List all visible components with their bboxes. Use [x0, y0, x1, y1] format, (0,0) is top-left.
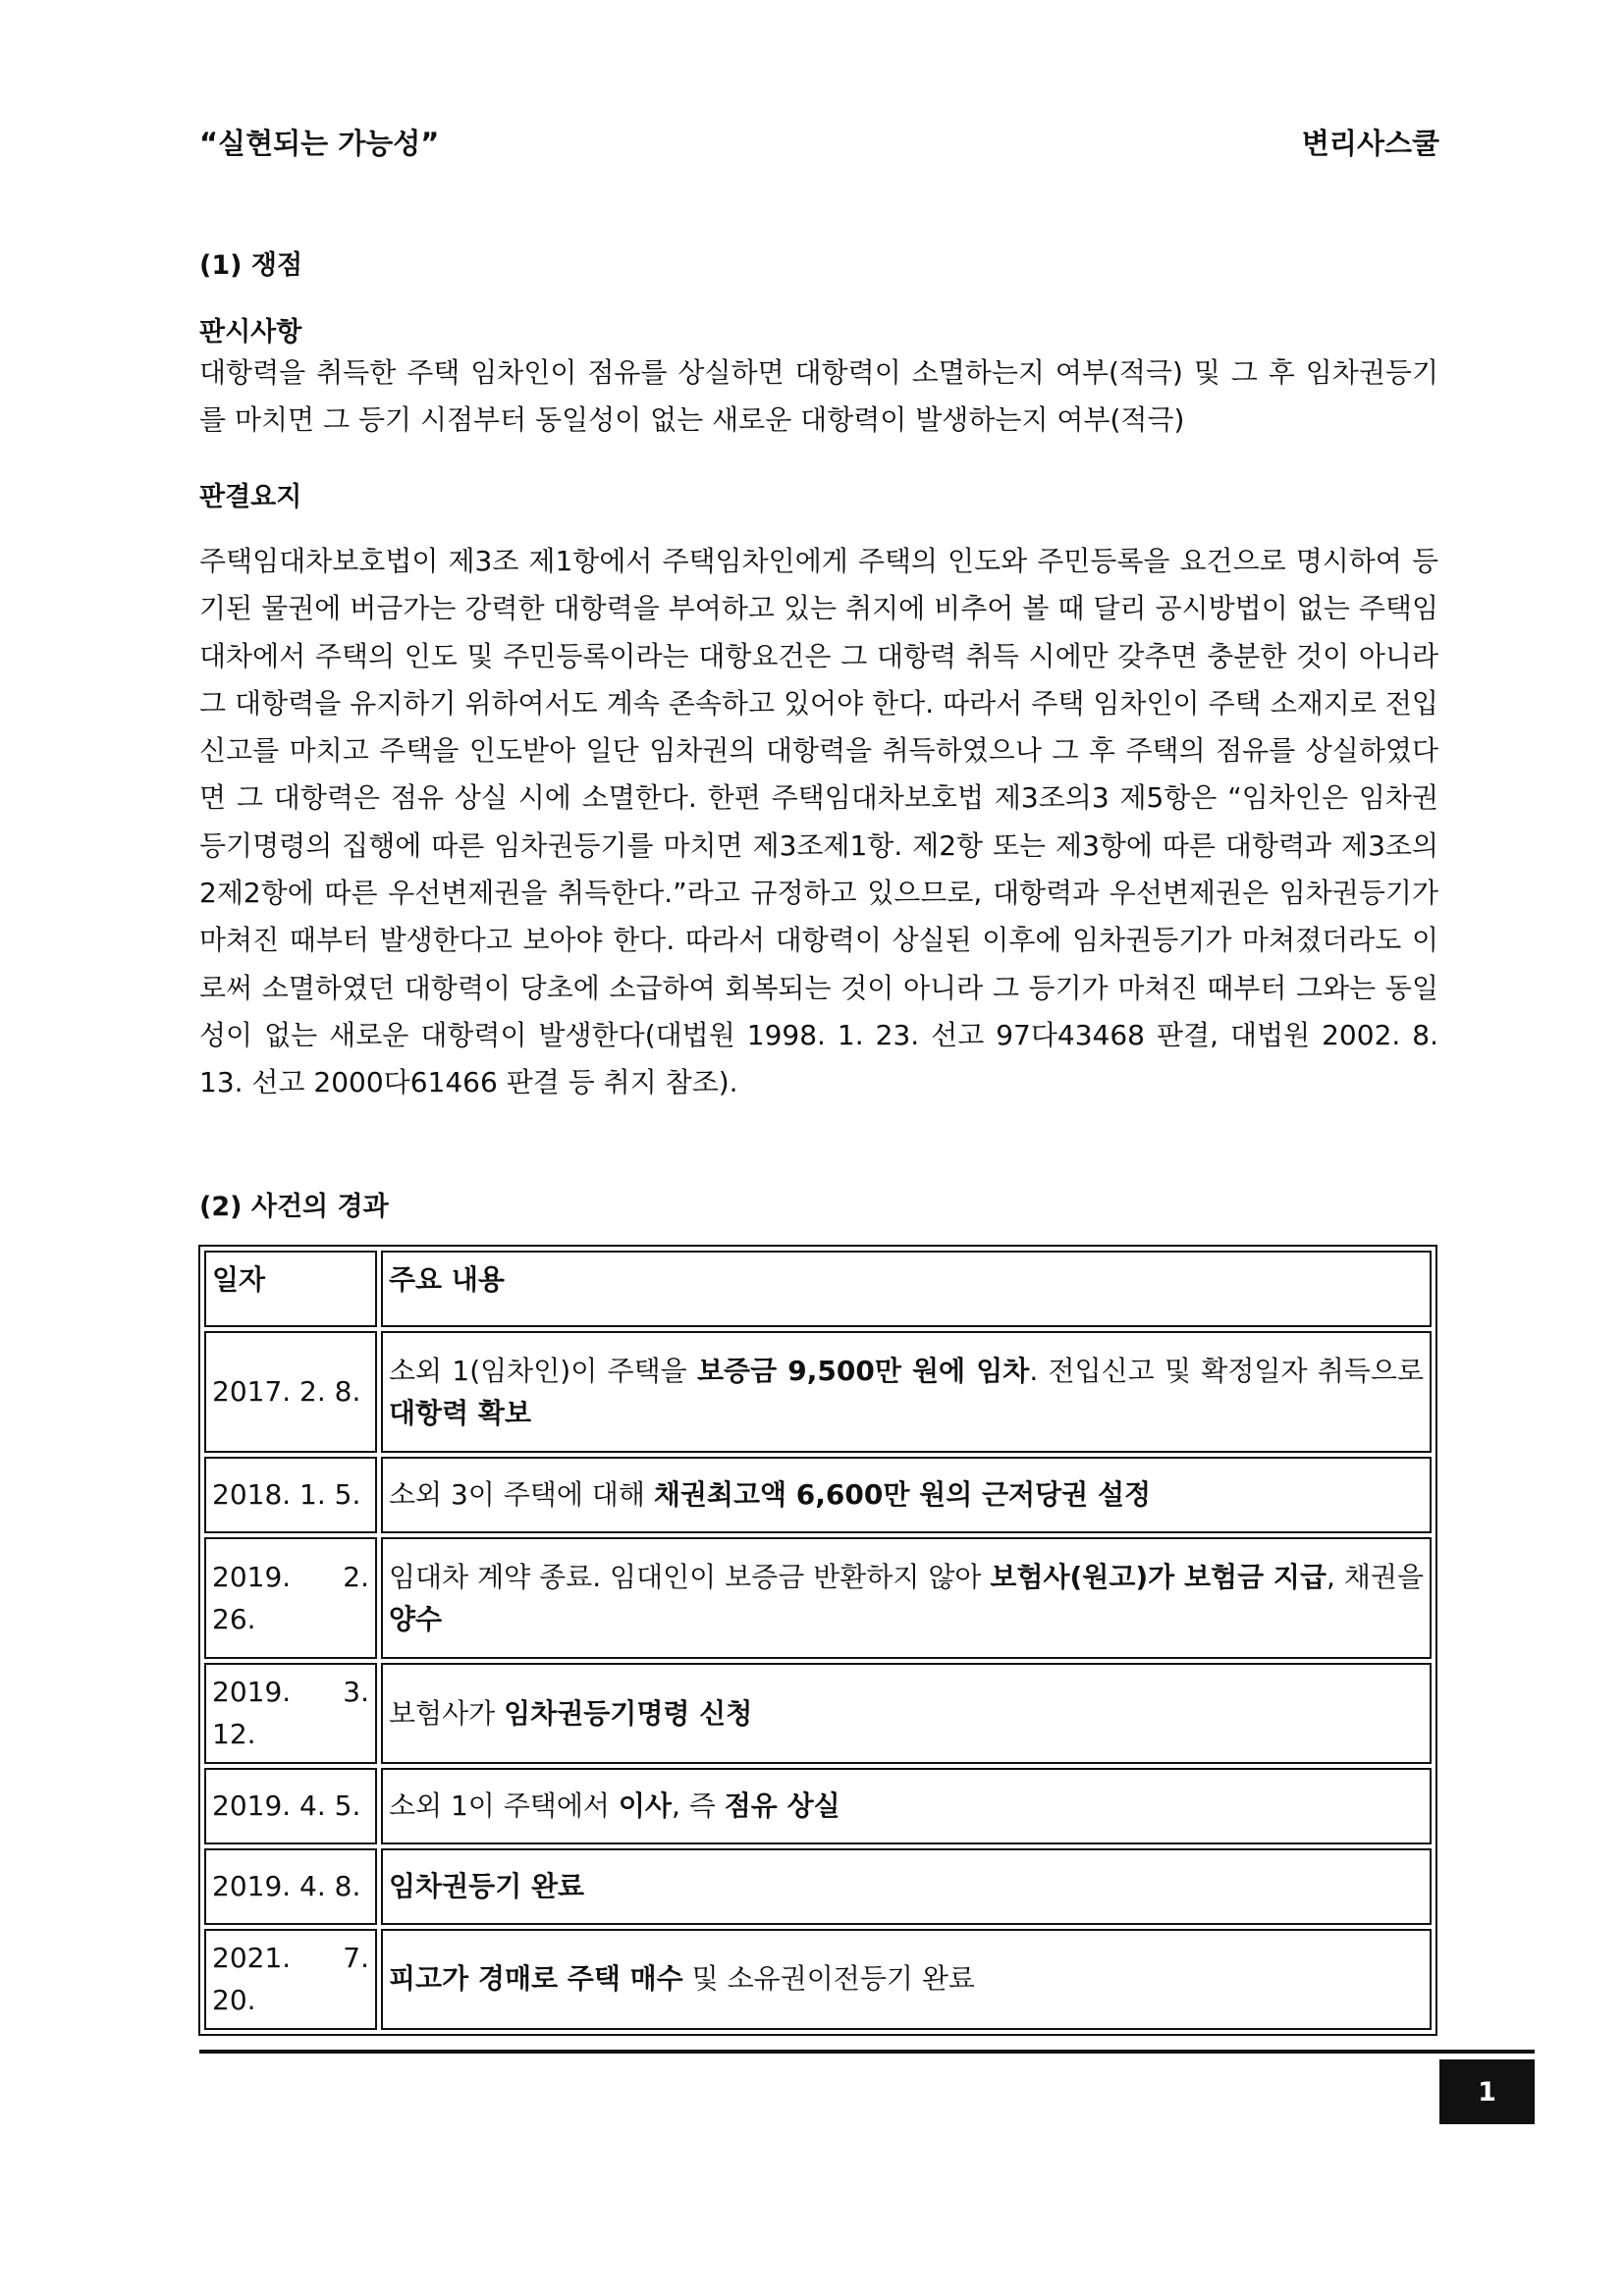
event-content [381, 1457, 1432, 1533]
table-row [204, 1457, 1432, 1533]
table-row [204, 1663, 1432, 1764]
body-text: 소외 1이 주택에서 [389, 1789, 619, 1823]
event-date: 2019. 3. 12. [204, 1663, 377, 1764]
body-text: 소외 3이 주택에 대해 [389, 1478, 654, 1512]
column-header-date: 일자 [204, 1251, 377, 1327]
event-content [381, 1537, 1432, 1659]
header-brand: 변리사스쿨 [1301, 127, 1439, 160]
body-text: 소외 1(임차인)이 주택을 [389, 1354, 697, 1387]
table-header-row [204, 1251, 1432, 1327]
section-events-heading: (2) 사건의 경과 [199, 1192, 389, 1222]
emphasis-text: 점유 상실 [724, 1789, 840, 1823]
events-table [198, 1245, 1437, 2036]
column-header-content: 주요 내용 [381, 1251, 1432, 1327]
table-row [204, 1331, 1432, 1453]
body-text: 임대차 계약 종료. 임대인이 보증금 반환하지 않아 [389, 1560, 991, 1593]
page-number-box [1439, 2059, 1535, 2124]
body-text: , 즉 [671, 1789, 725, 1823]
event-content [381, 1331, 1432, 1453]
emphasis-text: 임차권등기명령 신청 [504, 1696, 753, 1730]
holding-text [199, 538, 1438, 1107]
footer-divider [199, 2050, 1535, 2054]
table-row [204, 1848, 1432, 1925]
event-content [381, 1663, 1432, 1764]
emphasis-text: 대항력 확보 [389, 1397, 531, 1429]
emphasis-text: 임차권등기 완료 [389, 1870, 585, 1903]
emphasis-text: 보증금 9,500만 원에 임차 [696, 1354, 1030, 1387]
table-row [204, 1768, 1432, 1844]
event-date: 2018. 1. 5. [204, 1457, 377, 1533]
holding-title: 판결요지 [199, 482, 302, 512]
issue-paragraph: 대항력을 취득한 주택 임차인이 점유를 상실하면 대항력이 소멸하는지 여부(적극) 및 그 후 임차권등기를 마치면 그 등기 시점부터 동일성이 없는 새로운 대항력이 발생하는지 여부(적극) [199, 356, 1438, 436]
body-text: , 채권을 [1326, 1560, 1424, 1593]
body-text: . 전입신고 및 확정일자 취득으로 [1029, 1354, 1424, 1387]
page-number: 1 [1478, 2076, 1496, 2108]
emphasis-text: 채권최고액 6,600만 원의 근저당권 설정 [653, 1478, 1152, 1512]
holding-paragraph: 주택임대차보호법이 제3조 제1항에서 주택임차인에게 주택의 인도와 주민등록을 요건으로 명시하여 등기된 물권에 버금가는 강력한 대항력을 부여하고 있는 취지에 비추어 볼 때 달리 공시방법이 없는 주택임대차에서 주택의 인도 및 주민등록이라는 대항요건은 그 대항력 취득 시에만 갖추면 충분한 것이 아니라 그 대항력을 유지하기 위하여서도 계속 존속하고 있어야 한다. 따라서 주택 임차인이 주택 소재지로 전입신고를 마치고 주택을 인도받아 일단 임차권의 대항력을 취득하였으나 그 후 주택의 점유를 상실하였다면 그 대항력은 점유 상실 시에 소멸한다. 한편 주택임대차보호법 제3조의3 제5항은 “임차인은 임차권등기명령의 집행에 따른 임차권등기를 마치면 제3조제1항. 제2항 또는 제3항에 따른 대항력과 제3조의2제2항에 따른 우선변제권을 취득한다.”라고 규정하고 있으므로, 대항력과 우선변제권은 임차권등기가 마쳐진 때부터 발생한다고 보아야 한다. 따라서 대항력이 상실된 이후에 임차권등기가 마쳐졌더라도 이로써 소멸하였던 대항력이 당초에 소급하여 회복되는 것이 아니라 그 등기가 마쳐진 때부터 그와는 동일성이 없는 새로운 대항력이 발생한다(대법원 1998. 1. 23. 선고 97다43468 판결, 대법원 2002. 8. 13. 선고 2000다61466 판결 등 취지 참조). [199, 545, 1438, 1099]
event-content [381, 1848, 1432, 1925]
event-content [381, 1768, 1432, 1844]
event-date: 2019. 4. 5. [204, 1768, 377, 1844]
emphasis-text: 이사 [618, 1789, 672, 1823]
body-text: 및 소유권이전등기 완료 [682, 1962, 975, 1996]
issue-text [199, 349, 1438, 444]
event-date: 2019. 2. 26. [204, 1537, 377, 1659]
section-issue-heading: (1) 쟁점 [199, 250, 303, 281]
table-row [204, 1929, 1432, 2030]
event-date: 2019. 4. 8. [204, 1848, 377, 1925]
emphasis-text: 양수 [389, 1603, 443, 1635]
event-content [381, 1929, 1432, 2030]
issue-title: 판시사항 [199, 317, 302, 347]
emphasis-text: 피고가 경매로 주택 매수 [389, 1962, 683, 1996]
table-row [204, 1537, 1432, 1659]
header-slogan: “실현되는 가능성” [199, 127, 440, 160]
event-date: 2017. 2. 8. [204, 1331, 377, 1453]
emphasis-text: 보험사(원고)가 보험금 지급 [990, 1560, 1327, 1593]
event-date: 2021. 7. 20. [204, 1929, 377, 2030]
body-text: 보험사가 [389, 1696, 505, 1730]
